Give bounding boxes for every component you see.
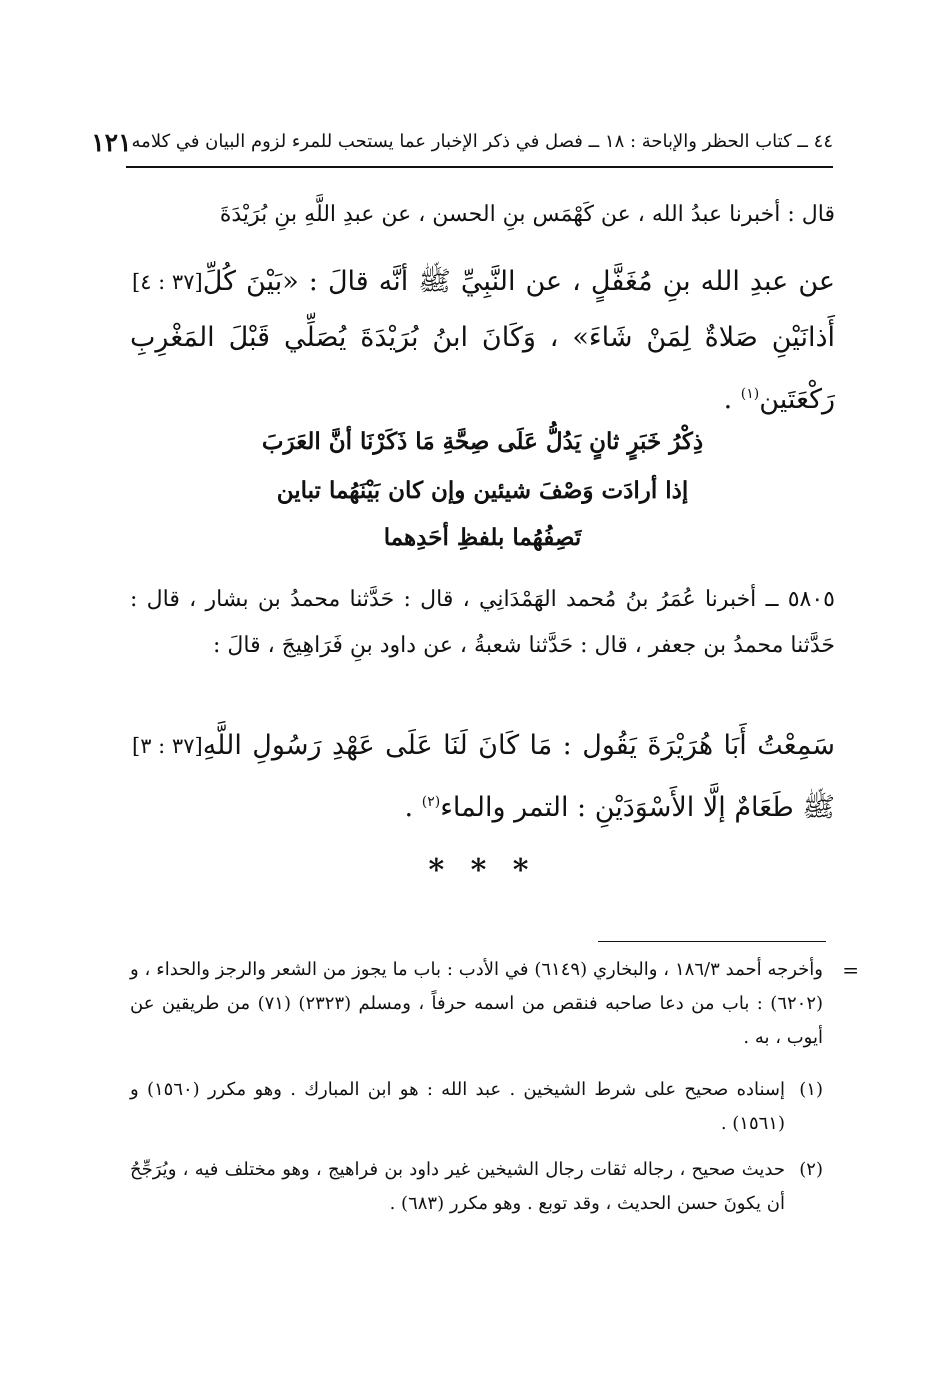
- reference-1: [٣٧ : ٤]: [132, 270, 203, 294]
- matn-text-2: سَمِعْتُ أَبَا هُرَيْرَةَ يَقُول : مَا كَانَ لَنَا عَلَى عَهْدِ رَسُولِ اللَّهِ ﷺ طَعَامٌ إلَّا الأَسْوَدَيْنِ : التمر والماء: [202, 730, 835, 823]
- section-title-line-1: ذِكْرُ خَبَرٍ ثانٍ يَدُلُّ عَلَى صِحَّةِ مَا ذَكَرْنَا أنَّ العَرَبَ: [261, 428, 704, 455]
- page-number: ١٢١: [91, 127, 132, 157]
- footnote-rule: [598, 941, 826, 942]
- matn-text-1: عن عبدِ الله بنِ مُغَفَّلٍ ، عن النَّبِيِّ ﷺ أنَّه قالَ : «بَيْنَ كُلِّ أَذانَيْنِ صَلاةٌ لِمَنْ شَاءَ» ، وَكَانَ ابنُ بُرَيْدَةَ يُصَلِّي قَبْلَ المَغْرِبِ رَكْعَتَين: [130, 266, 835, 415]
- footnote-1: [130, 1073, 823, 1141]
- isnad-text-1: قال : أخبرنا عبدُ الله ، عن كَهْمَس بنِ الحسن ، عن عبدِ اللَّهِ بنِ بُرَيْدَةَ: [219, 202, 835, 227]
- footnote-continuation-text: وأخرجه أحمد ١٨٦/٣ ، والبخاري (٦١٤٩) في الأدب : باب ما يجوز من الشعر والرجز والحداء ، و (٦٢٠٢) : باب من دعا صاحبه فنقص من اسمه حرفاً ، ومسلم (٢٣٢٣) (٧١) من طريقين عن أيوب ، به .: [130, 959, 824, 1048]
- hadith-matn-1: [130, 254, 835, 428]
- running-title: ٤٤ ــ كتاب الحظر والإباحة : ١٨ ــ فصل في ذكر الإخبار عما يستحب للمرء لزوم البيان في كلامه: [131, 131, 833, 152]
- footnote-marker-1: (١): [740, 386, 760, 402]
- isnad-text-2: ٥٨٠٥ ــ أخبرنا عُمَرُ بنُ مُحمد الهَمْدَانِي ، قال : حَدَّثنا محمدُ بن بشار ، قال : حَدَّثنا محمدُ بن جعفر ، قال : حَدَّثنا شعبةُ ، عن داود بنِ فَرَاهِيجَ ، قالَ :: [130, 587, 835, 658]
- reference-2: [٣٧ : ٣]: [132, 734, 203, 758]
- continuation-mark: =: [842, 958, 859, 982]
- section-separator: * * *: [428, 853, 537, 888]
- footnote-2-number: (٢): [799, 1159, 823, 1180]
- section-title-line-2: إذا أرادَت وَصْفَ شيئين وإن كان بَيْنَهُما تباين: [276, 477, 689, 504]
- matn-end-2: .: [404, 792, 422, 823]
- isnad-chain-2: [130, 577, 835, 669]
- footnote-marker-2: (٢): [421, 794, 441, 810]
- footnote-2-text: حديث صحيح ، رجاله ثقات رجال الشيخين غير داود بن فراهيج ، وهو مختلف فيه ، ويُرَجِّحُ أن يكونَ حسن الحديث ، وقد توبع . وهو مكرر (٦٨٣) .: [130, 1159, 785, 1214]
- footnote-1-number: (١): [799, 1079, 823, 1100]
- footnote-1-text: إسناده صحيح على شرط الشيخين . عبد الله : هو ابن المبارك . وهو مكرر (١٥٦٠) و (١٥٦١) .: [130, 1079, 786, 1134]
- header-rule: [126, 166, 833, 168]
- running-header: [91, 122, 833, 162]
- matn-end-1: .: [723, 384, 741, 415]
- footnote-2: [130, 1153, 823, 1221]
- footnote-continuation: [130, 953, 823, 1055]
- hadith-matn-2: [130, 718, 835, 836]
- section-title-line-3: تَصِفُهُما بلفظِ أحَدِهما: [383, 524, 582, 551]
- isnad-chain-1: [130, 194, 835, 236]
